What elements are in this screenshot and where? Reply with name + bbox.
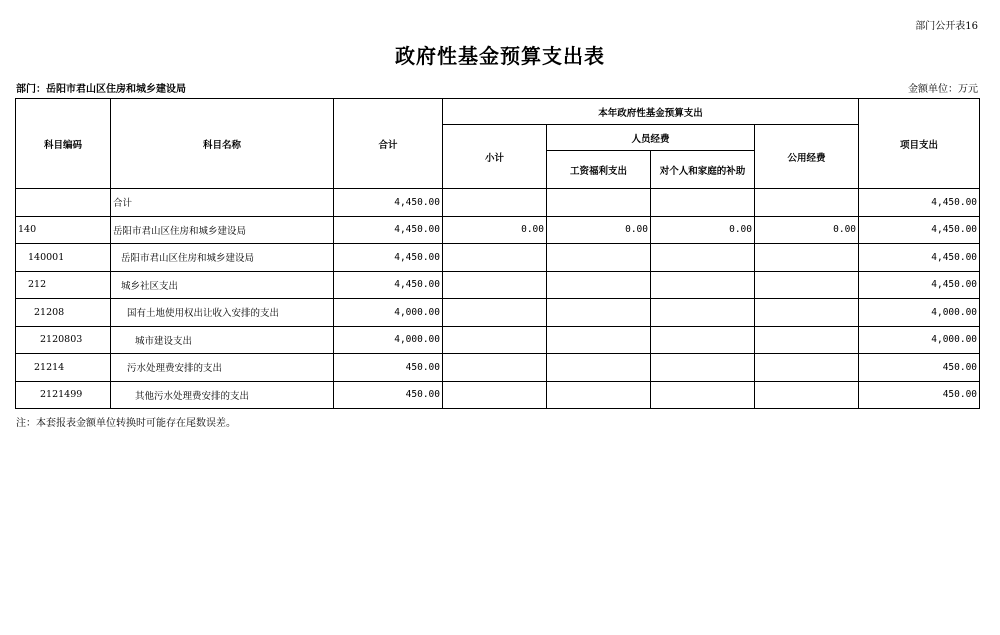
header-subsidy: 对个人和家庭的补助	[651, 151, 755, 189]
row-subsidy	[651, 299, 755, 327]
row-code: 21214	[16, 354, 111, 382]
row-project: 4,000.00	[859, 326, 980, 354]
row-subsidy	[651, 189, 755, 217]
row-subtotal	[443, 326, 547, 354]
row-name: 合计	[111, 189, 334, 217]
table-row	[16, 299, 980, 327]
table-row	[16, 354, 980, 382]
department-label: 部门：岳阳市君山区住房和城乡建设局	[16, 84, 186, 95]
row-total: 450.00	[334, 354, 443, 382]
row-public	[755, 381, 859, 409]
row-subsidy	[651, 381, 755, 409]
row-name: 岳阳市君山区住房和城乡建设局	[111, 216, 334, 244]
row-welfare: 0.00	[547, 216, 651, 244]
row-welfare	[547, 381, 651, 409]
table-row	[16, 189, 980, 217]
row-project: 4,450.00	[859, 189, 980, 217]
header-welfare: 工资福利支出	[547, 151, 651, 189]
row-public	[755, 271, 859, 299]
row-public	[755, 299, 859, 327]
row-name: 国有土地使用权出让收入安排的支出	[111, 299, 334, 327]
row-code: 21208	[16, 299, 111, 327]
row-subtotal	[443, 354, 547, 382]
row-public	[755, 354, 859, 382]
row-subsidy	[651, 326, 755, 354]
row-subsidy	[651, 271, 755, 299]
header-project: 项目支出	[859, 99, 980, 189]
header-public: 公用经费	[755, 125, 859, 189]
row-name: 污水处理费安排的支出	[111, 354, 334, 382]
row-subtotal	[443, 189, 547, 217]
row-total: 4,450.00	[334, 244, 443, 272]
row-subtotal	[443, 381, 547, 409]
row-subsidy	[651, 354, 755, 382]
row-project: 4,450.00	[859, 216, 980, 244]
row-name: 岳阳市君山区住房和城乡建设局	[111, 244, 334, 272]
header-group: 本年政府性基金预算支出	[443, 99, 859, 125]
table-body	[16, 189, 980, 409]
header-subtotal: 小计	[443, 125, 547, 189]
row-code: 140	[16, 216, 111, 244]
row-name: 城乡社区支出	[111, 271, 334, 299]
table-row	[16, 216, 980, 244]
row-project: 4,450.00	[859, 271, 980, 299]
row-total: 450.00	[334, 381, 443, 409]
row-subsidy: 0.00	[651, 216, 755, 244]
row-project: 4,450.00	[859, 244, 980, 272]
row-total: 4,000.00	[334, 299, 443, 327]
row-welfare	[547, 354, 651, 382]
row-subtotal	[443, 244, 547, 272]
row-name: 城市建设支出	[111, 326, 334, 354]
row-subsidy	[651, 244, 755, 272]
row-subtotal	[443, 299, 547, 327]
row-project: 450.00	[859, 354, 980, 382]
row-project: 4,000.00	[859, 299, 980, 327]
row-public	[755, 189, 859, 217]
row-public	[755, 326, 859, 354]
row-welfare	[547, 271, 651, 299]
row-code: 140001	[16, 244, 111, 272]
row-welfare	[547, 299, 651, 327]
row-public: 0.00	[755, 216, 859, 244]
row-code: 2121499	[16, 381, 111, 409]
footnote: 注：本套报表金额单位转换时可能存在尾数误差。	[16, 418, 236, 429]
row-total: 4,450.00	[334, 216, 443, 244]
row-total: 4,000.00	[334, 326, 443, 354]
table-row	[16, 244, 980, 272]
row-code: 212	[16, 271, 111, 299]
row-subtotal	[443, 271, 547, 299]
row-welfare	[547, 244, 651, 272]
header-name: 科目名称	[111, 99, 334, 189]
row-total: 4,450.00	[334, 271, 443, 299]
page-title: 政府性基金预算支出表	[395, 44, 605, 68]
table-row	[16, 271, 980, 299]
table-row	[16, 326, 980, 354]
row-public	[755, 244, 859, 272]
row-code	[16, 189, 111, 217]
row-welfare	[547, 189, 651, 217]
row-total: 4,450.00	[334, 189, 443, 217]
header-personnel: 人员经费	[547, 125, 755, 151]
row-name: 其他污水处理费安排的支出	[111, 381, 334, 409]
amount-unit-label: 金额单位：万元	[908, 84, 978, 95]
header-code: 科目编码	[16, 99, 111, 189]
row-code: 2120803	[16, 326, 111, 354]
form-number: 部门公开表16	[915, 21, 978, 32]
header-total: 合计	[334, 99, 443, 189]
budget-table	[15, 98, 980, 409]
row-welfare	[547, 326, 651, 354]
row-subtotal: 0.00	[443, 216, 547, 244]
table-row	[16, 381, 980, 409]
row-project: 450.00	[859, 381, 980, 409]
